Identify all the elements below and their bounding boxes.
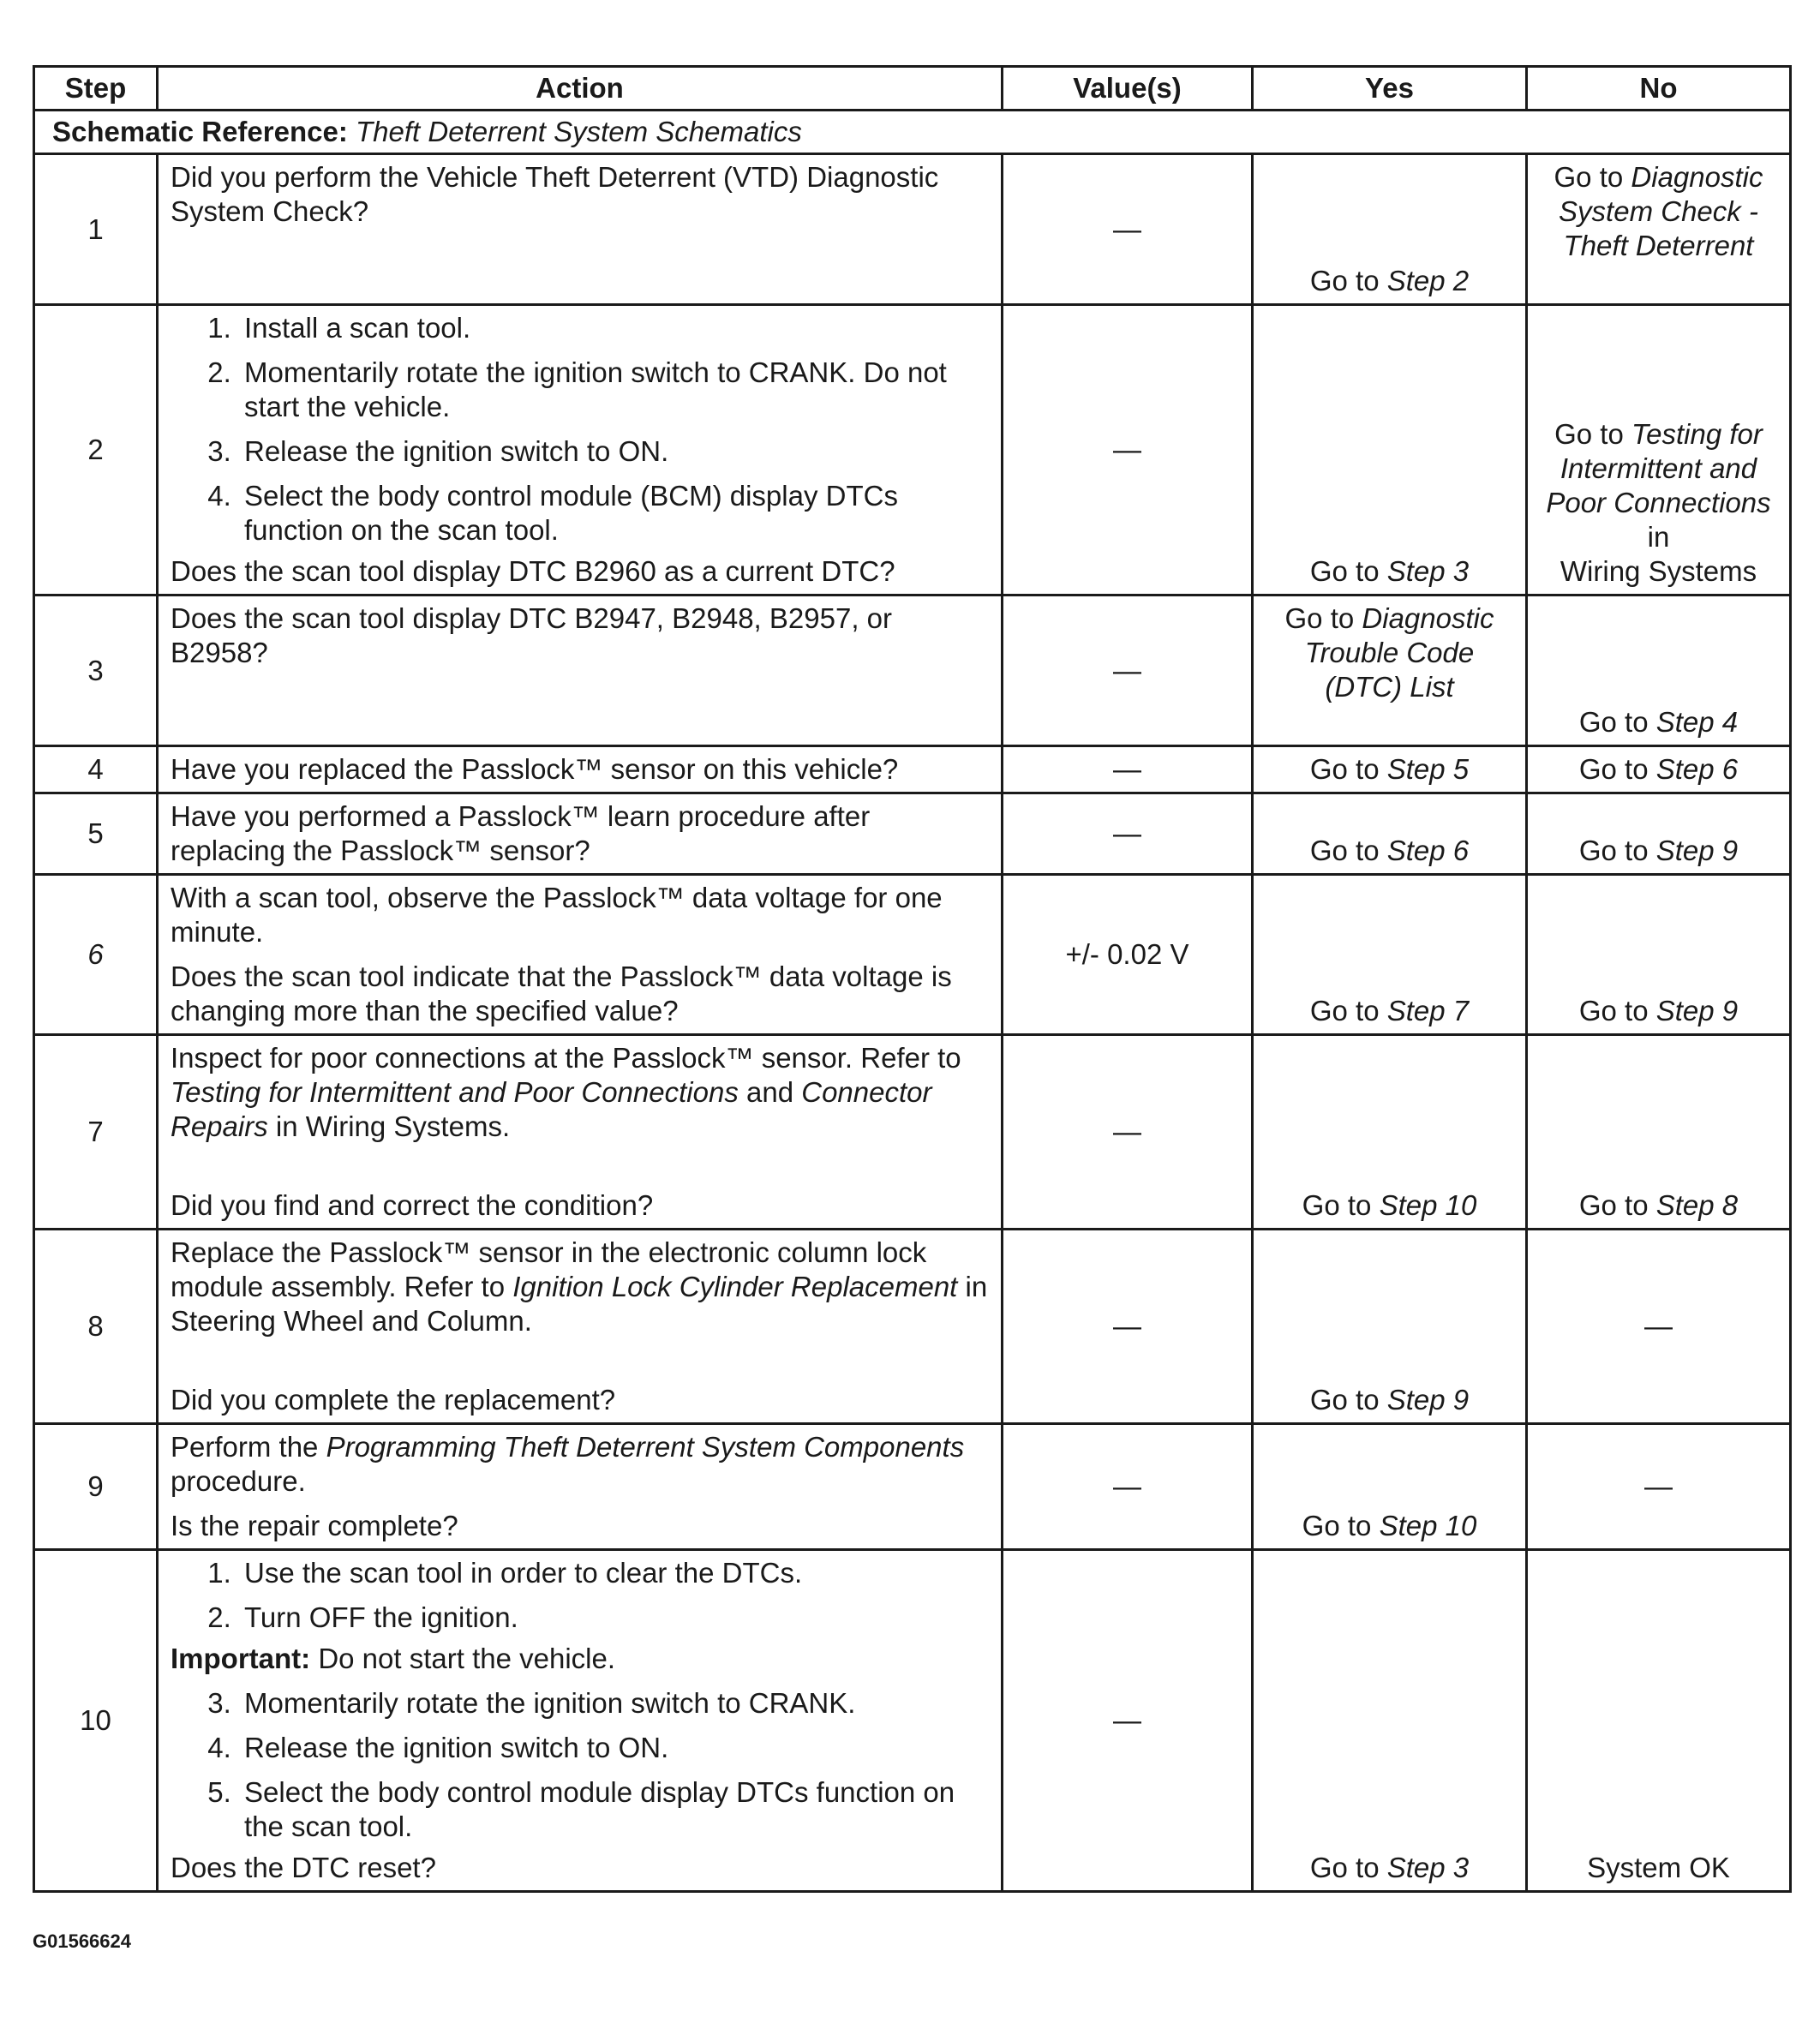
value-dash: — [1003, 1035, 1253, 1230]
table-row [34, 1230, 1791, 1424]
list-item: 2. Momentarily rotate the ignition switch to CRANK. Do not start the vehicle. [239, 356, 989, 424]
action-question: Does the scan tool indicate that the Passlock™ data voltage is changing more than the specified value? [171, 961, 952, 1026]
action-line: Replace the Passlock™ sensor in the electronic column lock module assembly. Refer to Ignition Lock Cylinder Replacement in Steering Wheel and Column. [171, 1236, 988, 1337]
step-number: 4 [34, 746, 158, 793]
table-row [34, 154, 1791, 305]
step-number: 7 [34, 1035, 158, 1230]
action-question: Is the repair complete? [171, 1510, 458, 1541]
value-dash: — [1003, 154, 1253, 305]
list-item: 4. Select the body control module (BCM) display DTCs function on the scan tool. [239, 479, 989, 548]
table-row [34, 746, 1791, 793]
action-question: Does the scan tool display DTC B2960 as a current DTC? [171, 555, 895, 587]
no-cell: Go to Step 6 [1527, 746, 1791, 793]
value-dash: — [1003, 1230, 1253, 1424]
action-question: Did you complete the replacement? [171, 1384, 616, 1415]
action-line: Perform the Programming Theft Deterrent System Components procedure. [171, 1431, 965, 1497]
yes-cell: Go to Step 2 [1253, 154, 1527, 305]
value-dash: — [1003, 746, 1253, 793]
no-cell: Go to Step 9 [1527, 875, 1791, 1035]
action-text [158, 305, 1003, 596]
no-dash: — [1527, 1424, 1791, 1550]
yes-cell: Go to Step 3 [1253, 305, 1527, 596]
table-row [34, 1424, 1791, 1550]
header-yes: Yes [1253, 67, 1527, 111]
yes-cell: Go to Step 9 [1253, 1230, 1527, 1424]
schematic-reference [34, 111, 1791, 154]
yes-cell: Go to Step 10 [1253, 1424, 1527, 1550]
table-row [34, 596, 1791, 746]
list-item: 4. Release the ignition switch to ON. [239, 1731, 989, 1765]
header-row [34, 67, 1791, 111]
action-text: Did you perform the Vehicle Theft Deterrent (VTD) Diagnostic System Check? [158, 154, 1003, 305]
action-text [158, 875, 1003, 1035]
no-cell: Go to Step 4 [1527, 596, 1791, 746]
header-no: No [1527, 67, 1791, 111]
yes-cell: Go to Step 5 [1253, 746, 1527, 793]
important-note: Important: Do not start the vehicle. [171, 1643, 616, 1674]
yes-cell: Go to Step 10 [1253, 1035, 1527, 1230]
schematic-row [34, 111, 1791, 154]
action-text [158, 1230, 1003, 1424]
schematic-link: Theft Deterrent System Schematics [356, 116, 802, 147]
schematic-label: Schematic Reference: [52, 116, 348, 147]
action-text: Have you performed a Passlock™ learn procedure after replacing the Passlock™ sensor? [158, 793, 1003, 875]
step-number: 2 [34, 305, 158, 596]
step-number: 5 [34, 793, 158, 875]
list-item: 1. Install a scan tool. [239, 311, 989, 345]
table-row [34, 1035, 1791, 1230]
action-question: Does the DTC reset? [171, 1852, 436, 1883]
action-text [158, 1035, 1003, 1230]
step-number: 9 [34, 1424, 158, 1550]
value-spec: +/- 0.02 V [1003, 875, 1253, 1035]
table-row [34, 793, 1791, 875]
yes-cell: Go to Step 3 [1253, 1550, 1527, 1892]
no-cell: System OK [1527, 1550, 1791, 1892]
action-question: Did you find and correct the condition? [171, 1189, 654, 1221]
action-list [171, 1686, 989, 1844]
figure-id: G01566624 [33, 1930, 131, 1952]
table-row [34, 305, 1791, 596]
action-text [158, 1424, 1003, 1550]
list-item: 2. Turn OFF the ignition. [239, 1601, 989, 1635]
header-action: Action [158, 67, 1003, 111]
value-dash: — [1003, 305, 1253, 596]
table-row [34, 1550, 1791, 1892]
yes-cell: Go to Diagnostic Trouble Code (DTC) List [1253, 596, 1527, 746]
table-row [34, 875, 1791, 1035]
action-text [158, 1550, 1003, 1892]
action-list [171, 1556, 989, 1635]
action-list [171, 311, 989, 548]
action-text: Does the scan tool display DTC B2947, B2948, B2957, or B2958? [158, 596, 1003, 746]
no-dash: — [1527, 1230, 1791, 1424]
value-dash: — [1003, 793, 1253, 875]
action-text: Have you replaced the Passlock™ sensor on this vehicle? [158, 746, 1003, 793]
yes-cell: Go to Step 7 [1253, 875, 1527, 1035]
step-number: 6 [34, 875, 158, 1035]
value-dash: — [1003, 1424, 1253, 1550]
no-cell: Go to Testing for Intermittent and Poor Connections in Wiring Systems [1527, 305, 1791, 596]
header-values: Value(s) [1003, 67, 1253, 111]
step-number: 10 [34, 1550, 158, 1892]
list-item: 3. Momentarily rotate the ignition switch to CRANK. [239, 1686, 989, 1721]
action-line: With a scan tool, observe the Passlock™ data voltage for one minute. [171, 882, 943, 948]
no-cell: Go to Diagnostic System Check - Theft Deterrent [1527, 154, 1791, 305]
step-number: 3 [34, 596, 158, 746]
list-item: 1. Use the scan tool in order to clear the DTCs. [239, 1556, 989, 1590]
list-item: 5. Select the body control module display DTCs function on the scan tool. [239, 1775, 989, 1844]
yes-cell: Go to Step 6 [1253, 793, 1527, 875]
value-dash: — [1003, 596, 1253, 746]
step-number: 1 [34, 154, 158, 305]
action-line: Inspect for poor connections at the Passlock™ sensor. Refer to Testing for Intermittent and Poor Connections and Connector Repairs in Wiring Systems. [171, 1042, 961, 1142]
header-step: Step [34, 67, 158, 111]
list-item: 3. Release the ignition switch to ON. [239, 434, 989, 469]
step-number: 8 [34, 1230, 158, 1424]
value-dash: — [1003, 1550, 1253, 1892]
diagnostic-table-container [33, 65, 1789, 1893]
no-cell: Go to Step 9 [1527, 793, 1791, 875]
diagnostic-table [33, 65, 1792, 1893]
no-cell: Go to Step 8 [1527, 1035, 1791, 1230]
